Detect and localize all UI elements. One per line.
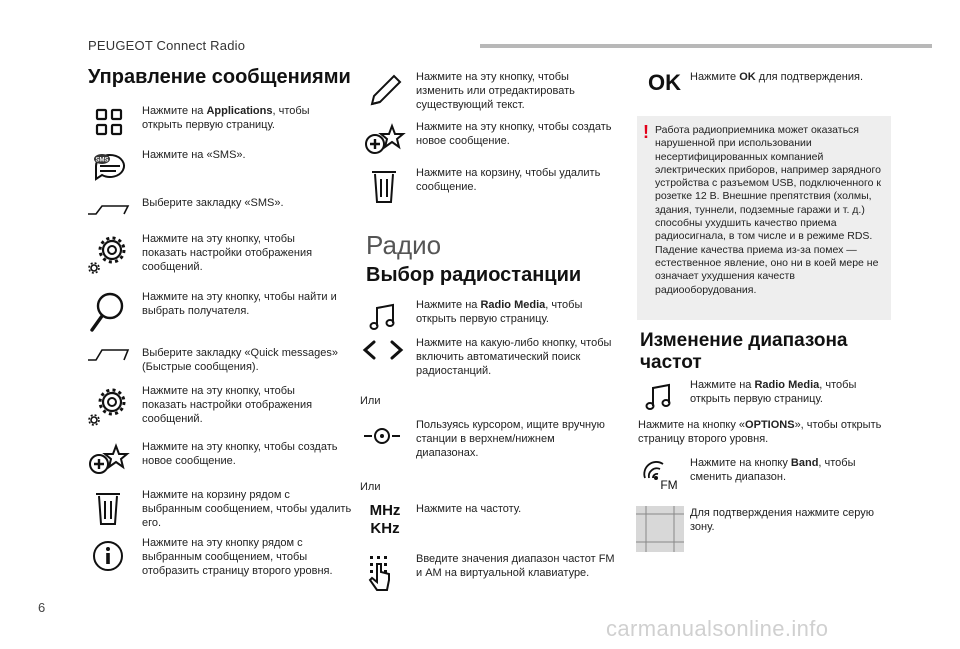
heading-band-change: Изменение диапазона частот <box>640 330 848 373</box>
item-text: Нажмите на эту кнопку рядом с выбранным сообщением, чтобы отобразить страницу второго уровня. <box>142 537 333 577</box>
sms-bubble-icon <box>84 148 132 188</box>
tab-icon <box>84 196 134 236</box>
item-text: Нажмите на <box>690 379 755 391</box>
keypad-touch-icon <box>360 552 408 598</box>
svg-text:SMS: SMS <box>95 157 109 164</box>
item-text: Нажмите на какую-либо кнопку, чтобы включить автоматический поиск радиостанций. <box>416 337 612 377</box>
fm-radio-icon <box>636 456 684 496</box>
item-text: Нажмите на «SMS». <box>142 149 246 161</box>
item-text: Нажмите на кнопку <box>690 457 791 469</box>
item-bold: Applications <box>206 105 273 117</box>
header-title: PEUGEOT Connect Radio <box>88 38 246 53</box>
chevron-left-right-icon <box>360 336 408 376</box>
warning-box <box>637 116 891 320</box>
item-text: Введите значения диапазон частот FM и AM на виртуальной клавиатуре. <box>416 553 615 579</box>
item-text: Нажмите на <box>142 105 207 117</box>
cursor-target-icon <box>360 418 408 458</box>
music-note-icon <box>360 298 408 338</box>
item-text: Нажмите на <box>416 299 481 311</box>
item-text: Нажмите на эту кнопку, чтобы изменить или отредактировать существующий текст. <box>416 71 575 111</box>
or-label: Или <box>360 395 381 407</box>
header-rule <box>480 44 932 48</box>
item-text: Для подтверждения нажмите серую зону. <box>690 507 874 533</box>
item-text: Выберите закладку «SMS». <box>142 197 284 209</box>
item-text: Нажмите на корзину рядом с выбранным сообщением, чтобы удалить его. <box>142 489 352 529</box>
options-text: Нажмите на кнопку «OPTIONS», чтобы открыть страницу второго уровня. <box>638 419 882 445</box>
warning-text: Работа радиоприемника может оказаться нарушенной при использовании несертифицированных компанией электрических приборов, например зарядного устройства с разъемом USB, подключенного к розетке 12 В. Внешние препятствия (холмы, здания, туннели, подземные гаражи и т. д.) способны ухудшить качество приема радиосигнала, в том числе и в режиме RDS. Падение качества приема из-за помех — естественное явление, оно ни в коей мере не означает ухудшения качеств радиооборудования. <box>655 124 881 296</box>
or-label: Или <box>360 481 381 493</box>
grid-apps-icon <box>84 104 132 144</box>
item-text: Выберите закладку «Quick messages» (Быстрые сообщения). <box>142 347 338 373</box>
item-text: Нажмите на частоту. <box>416 503 522 515</box>
trash-icon <box>84 488 132 528</box>
trash-icon <box>360 166 408 206</box>
ok-label-icon: OK <box>648 70 681 95</box>
warning-icon: ! <box>643 122 649 142</box>
watermark: carmanualsonline.info <box>606 616 829 641</box>
gear-settings-icon <box>84 232 132 278</box>
heading-message-management: Управление сообщениями <box>88 66 351 88</box>
ok-text: Нажмите <box>690 71 740 83</box>
tab-icon <box>84 346 134 386</box>
pencil-edit-icon <box>360 70 408 110</box>
item-text: Нажмите на эту кнопку, чтобы найти и выбрать получателя. <box>142 291 337 317</box>
item-text: Нажмите на эту кнопку, чтобы показать настройки отображения сообщений. <box>142 233 313 273</box>
new-message-icon <box>84 440 132 480</box>
heading-radio: Радио <box>366 230 442 260</box>
grey-zone-icon <box>636 506 684 552</box>
heading-station-selection: Выбор радиостанции <box>366 264 582 286</box>
new-message-icon <box>360 120 408 160</box>
fm-label: FM <box>660 478 678 492</box>
item-text: Нажмите на эту кнопку, чтобы показать настройки отображения сообщений. <box>142 385 313 425</box>
search-icon <box>84 290 132 336</box>
frequency-unit-icon: MHz KHz <box>369 502 401 537</box>
item-text: Нажмите на эту кнопку, чтобы создать новое сообщение. <box>142 441 338 467</box>
item-text: Пользуясь курсором, ищите вручную станции в верхнем/нижнем диапазонах. <box>416 419 605 459</box>
music-note-icon <box>636 378 684 418</box>
item-text: Нажмите на эту кнопку, чтобы создать новое сообщение. <box>416 121 612 147</box>
item-bold: Radio Media <box>480 299 546 311</box>
page-number: 6 <box>38 600 46 615</box>
gear-settings-icon <box>84 384 132 430</box>
info-icon <box>84 536 132 576</box>
item-text: Нажмите на корзину, чтобы удалить сообщение. <box>416 167 601 193</box>
